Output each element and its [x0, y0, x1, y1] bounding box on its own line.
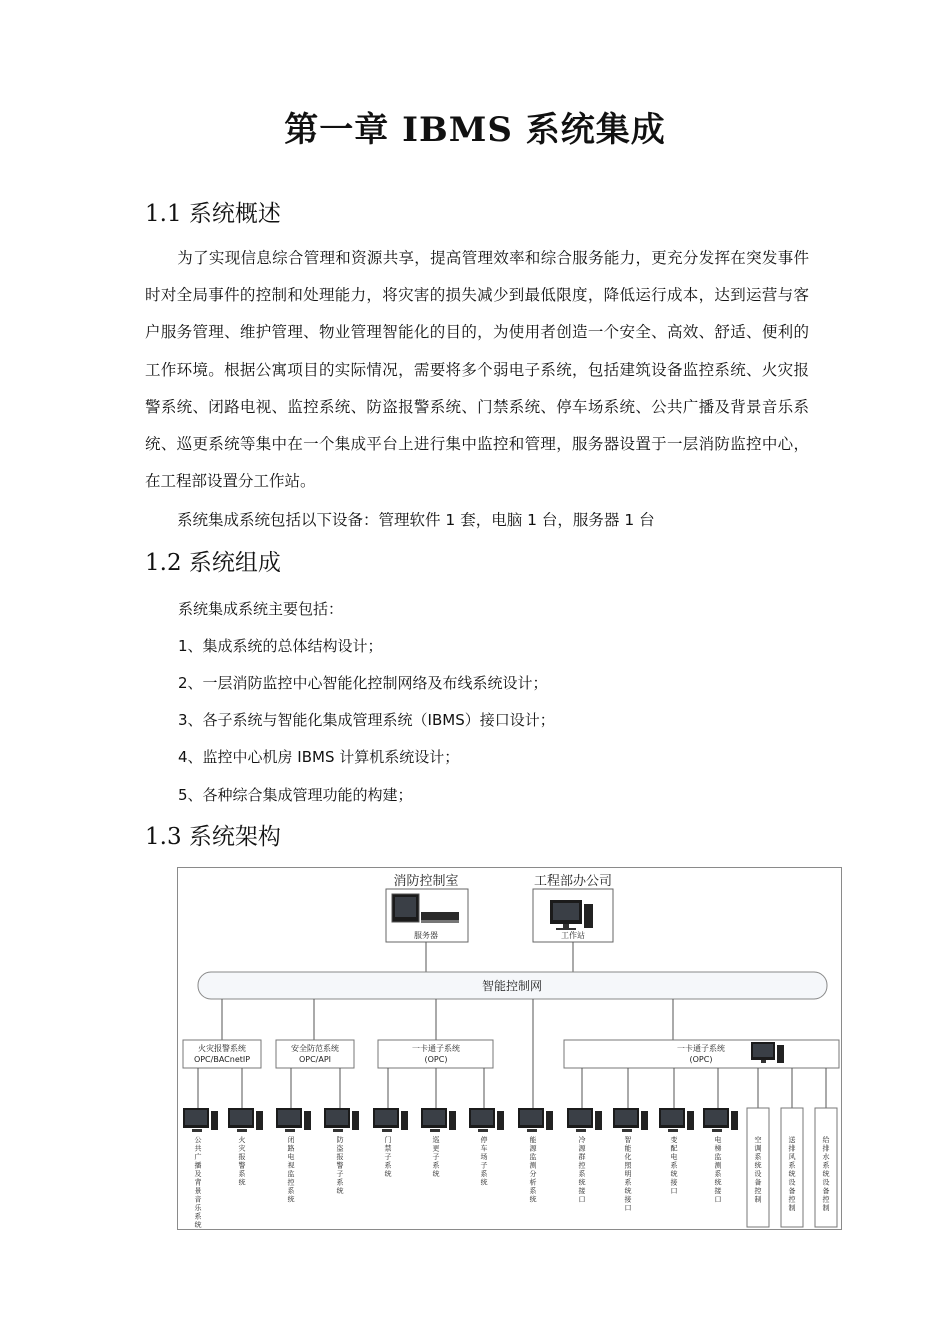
- terminal-label: 智能化照明系统接口: [624, 1136, 632, 1213]
- subsystem-box-title: 一卡通子系统: [677, 1044, 725, 1053]
- equipment-panel-label: 空调系统设备控制: [754, 1136, 762, 1204]
- terminal-computer-icon: [659, 1108, 694, 1132]
- subsystem-box-protocol: OPC/API: [298, 1055, 332, 1064]
- terminal-label: 公共广播及背景音乐系统: [194, 1136, 202, 1229]
- terminal-label: 变配电系统接口: [670, 1136, 678, 1196]
- terminal-computer-icon: [183, 1108, 218, 1132]
- workstation-label: 工作站: [561, 931, 585, 940]
- composition-item: 3、各子系统与智能化集成管理系统（IBMS）接口设计；: [178, 711, 555, 729]
- node-title-engineering-office: 工程部办公司: [533, 874, 613, 889]
- chapter-title: 第一章 IBMS 系统集成: [284, 110, 666, 150]
- terminal-computer-icon: [373, 1108, 408, 1132]
- subsystem-box-title: 安全防范系统: [291, 1044, 339, 1053]
- section-heading-architecture: 1.3 系统架构: [145, 824, 281, 850]
- network-bus-label: 智能控制网: [481, 979, 543, 993]
- equipment-paragraph: [145, 502, 809, 539]
- equipment-text: 系统集成系统包括以下设备：管理软件 1 套，电脑 1 台，服务器 1 台: [177, 511, 655, 529]
- node-title-fire-control: 消防控制室: [393, 874, 459, 889]
- subsystem-box-protocol: (OPC): [689, 1055, 713, 1064]
- architecture-svg: [178, 868, 841, 1229]
- terminal-label: 电梯监测系统接口: [714, 1136, 722, 1204]
- terminal-computer-icon: [324, 1108, 359, 1132]
- composition-item: 4、监控中心机房 IBMS 计算机系统设计；: [178, 748, 460, 766]
- terminal-label: 防盗报警子系统: [336, 1136, 344, 1196]
- overview-text: 为了实现信息综合管理和资源共享，提高管理效率和综合服务能力，更充分发挥在突发事件时对全局事件的控制和处理能力，将灾害的损失减少到最低限度，降低运行成本，达到运营与客户服务管理、维护管理、物业管理智能化的目的，为使用者创造一个安全、高效、舒适、便利的工作环境。根据公寓项目的实际情况，需要将多个弱电子系统，包括建筑设备监控系统、火灾报警系统、闭路电视、监控系统、防盗报警系统、门禁系统、停车场系统、公共广播及背景音乐系统、巡更系统等集中在一个集成平台上进行集中监控和管理，服务器设置于一层消防监控中心，在工程部设置分工作站。: [145, 249, 809, 491]
- terminal-computer-icon: [469, 1108, 504, 1132]
- server-label: 服务器: [414, 931, 438, 940]
- composition-intro: 系统集成系统主要包括：: [178, 600, 344, 618]
- terminal-computer-icon: [703, 1108, 738, 1132]
- terminal-computer-icon: [613, 1108, 648, 1132]
- equipment-panel-label: 给排水系统设备控制: [822, 1136, 830, 1213]
- terminal-label: 能源监测分析系统: [529, 1136, 537, 1204]
- terminal-computer-icon: [421, 1108, 456, 1132]
- terminal-computer-icon: [518, 1108, 553, 1132]
- terminal-label: 巡更子系统: [432, 1136, 440, 1179]
- overview-paragraph: [145, 240, 809, 500]
- terminal-label: 冷源群控系统接口: [578, 1136, 586, 1204]
- subsystem-box-protocol: (OPC): [424, 1055, 448, 1064]
- terminal-computer-icon: [567, 1108, 602, 1132]
- workstation-icon: [751, 1042, 784, 1063]
- composition-item: 1、集成系统的总体结构设计；: [178, 637, 383, 655]
- terminal-computer-icon: [276, 1108, 311, 1132]
- subsystem-box-title: 火灾报警系统: [198, 1044, 246, 1053]
- composition-item: 2、一层消防监控中心智能化控制网络及布线系统设计；: [178, 674, 548, 692]
- section-heading-composition: 1.2 系统组成: [145, 550, 281, 576]
- terminal-label: 火灾报警系统: [238, 1136, 246, 1187]
- terminal-label: 闭路电视监控系统: [287, 1136, 295, 1204]
- terminal-label: 停车场子系统: [480, 1136, 488, 1187]
- architecture-diagram: [177, 867, 842, 1230]
- section-heading-overview: 1.1 系统概述: [145, 201, 281, 227]
- terminal-computer-icon: [228, 1108, 263, 1132]
- subsystem-box-title: 一卡通子系统: [412, 1044, 460, 1053]
- composition-item: 5、各种综合集成管理功能的构建；: [178, 786, 413, 804]
- subsystem-box-protocol: OPC/BACnetIP: [193, 1055, 251, 1064]
- equipment-panel-label: 送排风系统设备控制: [788, 1136, 796, 1213]
- terminal-label: 门禁子系统: [384, 1136, 392, 1179]
